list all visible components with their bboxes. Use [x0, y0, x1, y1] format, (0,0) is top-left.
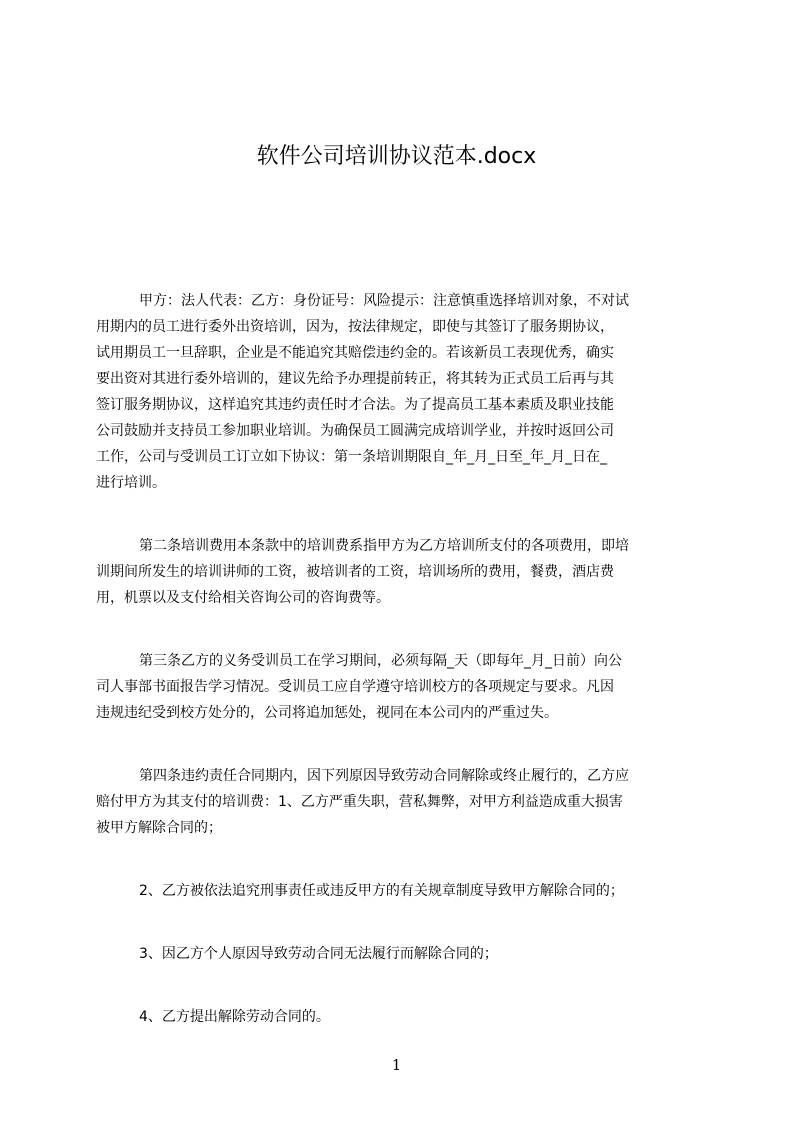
paragraph-gap: [96, 967, 698, 1004]
text-line: 被甲方解除合同的；: [96, 820, 222, 836]
text-line: 签订服务期协议，这样追究其违约责任时才合法。为了提高员工基本素质及职业技能: [96, 397, 614, 413]
text-line: 用期内的员工进行委外出资培训，因为，按法律规定，即使与其签订了服务期协议，: [96, 319, 614, 335]
paragraph-gap: [96, 904, 698, 941]
paragraph-item-2: [96, 878, 698, 904]
page-number: 1: [391, 1056, 402, 1074]
text-line: 第三条乙方的义务受训员工在学习期间，必须每隔_天（即每年_月_日前）向公: [139, 653, 622, 669]
document-body: [96, 288, 698, 1030]
text-line: 4、乙方提出解除劳动合同的。: [139, 1009, 330, 1025]
text-line: 3、因乙方个人原因导致劳动合同无法履行而解除合同的；: [139, 946, 498, 962]
paragraph-item-3: [96, 941, 698, 967]
paragraph-gap: [96, 611, 698, 648]
paragraph-gap: [96, 841, 698, 878]
paragraph-article-3: [96, 648, 698, 726]
text-line: 训期间所发生的培训讲师的工资，被培训者的工资，培训场所的费用，餐费，酒店费: [96, 564, 614, 580]
paragraph-gap: [96, 496, 698, 533]
text-line: 用，机票以及支付给相关咨询公司的咨询费等。: [96, 590, 390, 606]
document-title: 软件公司培训协议范本.docx: [256, 144, 537, 169]
text-line: 要出资对其进行委外培训的，建议先给予办理提前转正，将其转为正式员工后再与其: [96, 371, 614, 387]
text-line: 2、乙方被依法追究刑事责任或违反甲方的有关规章制度导致甲方解除合同的；: [139, 883, 624, 899]
paragraph-article-4: [96, 763, 698, 841]
text-line: 司人事部书面报告学习情况。受训员工应自学遵守培训校方的各项规定与要求。凡因: [96, 679, 614, 695]
text-line: 第二条培训费用本条款中的培训费系指甲方为乙方培训所支付的各项费用，即培: [139, 538, 629, 554]
text-line: 第四条违约责任合同期内，因下列原因导致劳动合同解除或终止履行的，乙方应: [139, 768, 629, 784]
paragraph-intro: [96, 288, 698, 496]
paragraph-item-4: [96, 1004, 698, 1030]
text-line: 公司鼓励并支持员工参加职业培训。为确保员工圆满完成培训学业，并按时返回公司: [96, 423, 614, 439]
text-line: 试用期员工一旦辞职，企业是不能追究其赔偿违约金的。若该新员工表现优秀，确实: [96, 345, 614, 361]
paragraph-gap: [96, 726, 698, 763]
text-line: 违规违纪受到校方处分的，公司将追加惩处，视同在本公司内的严重过失。: [96, 705, 558, 721]
text-line: 甲方：法人代表：乙方：身份证号：风险提示：注意慎重选择培训对象，不对试: [139, 293, 629, 309]
paragraph-article-2: [96, 533, 698, 611]
text-line: 进行培训。: [96, 475, 166, 491]
text-line: 工作，公司与受训员工订立如下协议：第一条培训期限自_年_月_日至_年_月_日在_: [96, 449, 607, 465]
text-line: 赔付甲方为其支付的培训费：1、乙方严重失职，营私舞弊，对甲方利益造成重大损害: [96, 794, 623, 810]
